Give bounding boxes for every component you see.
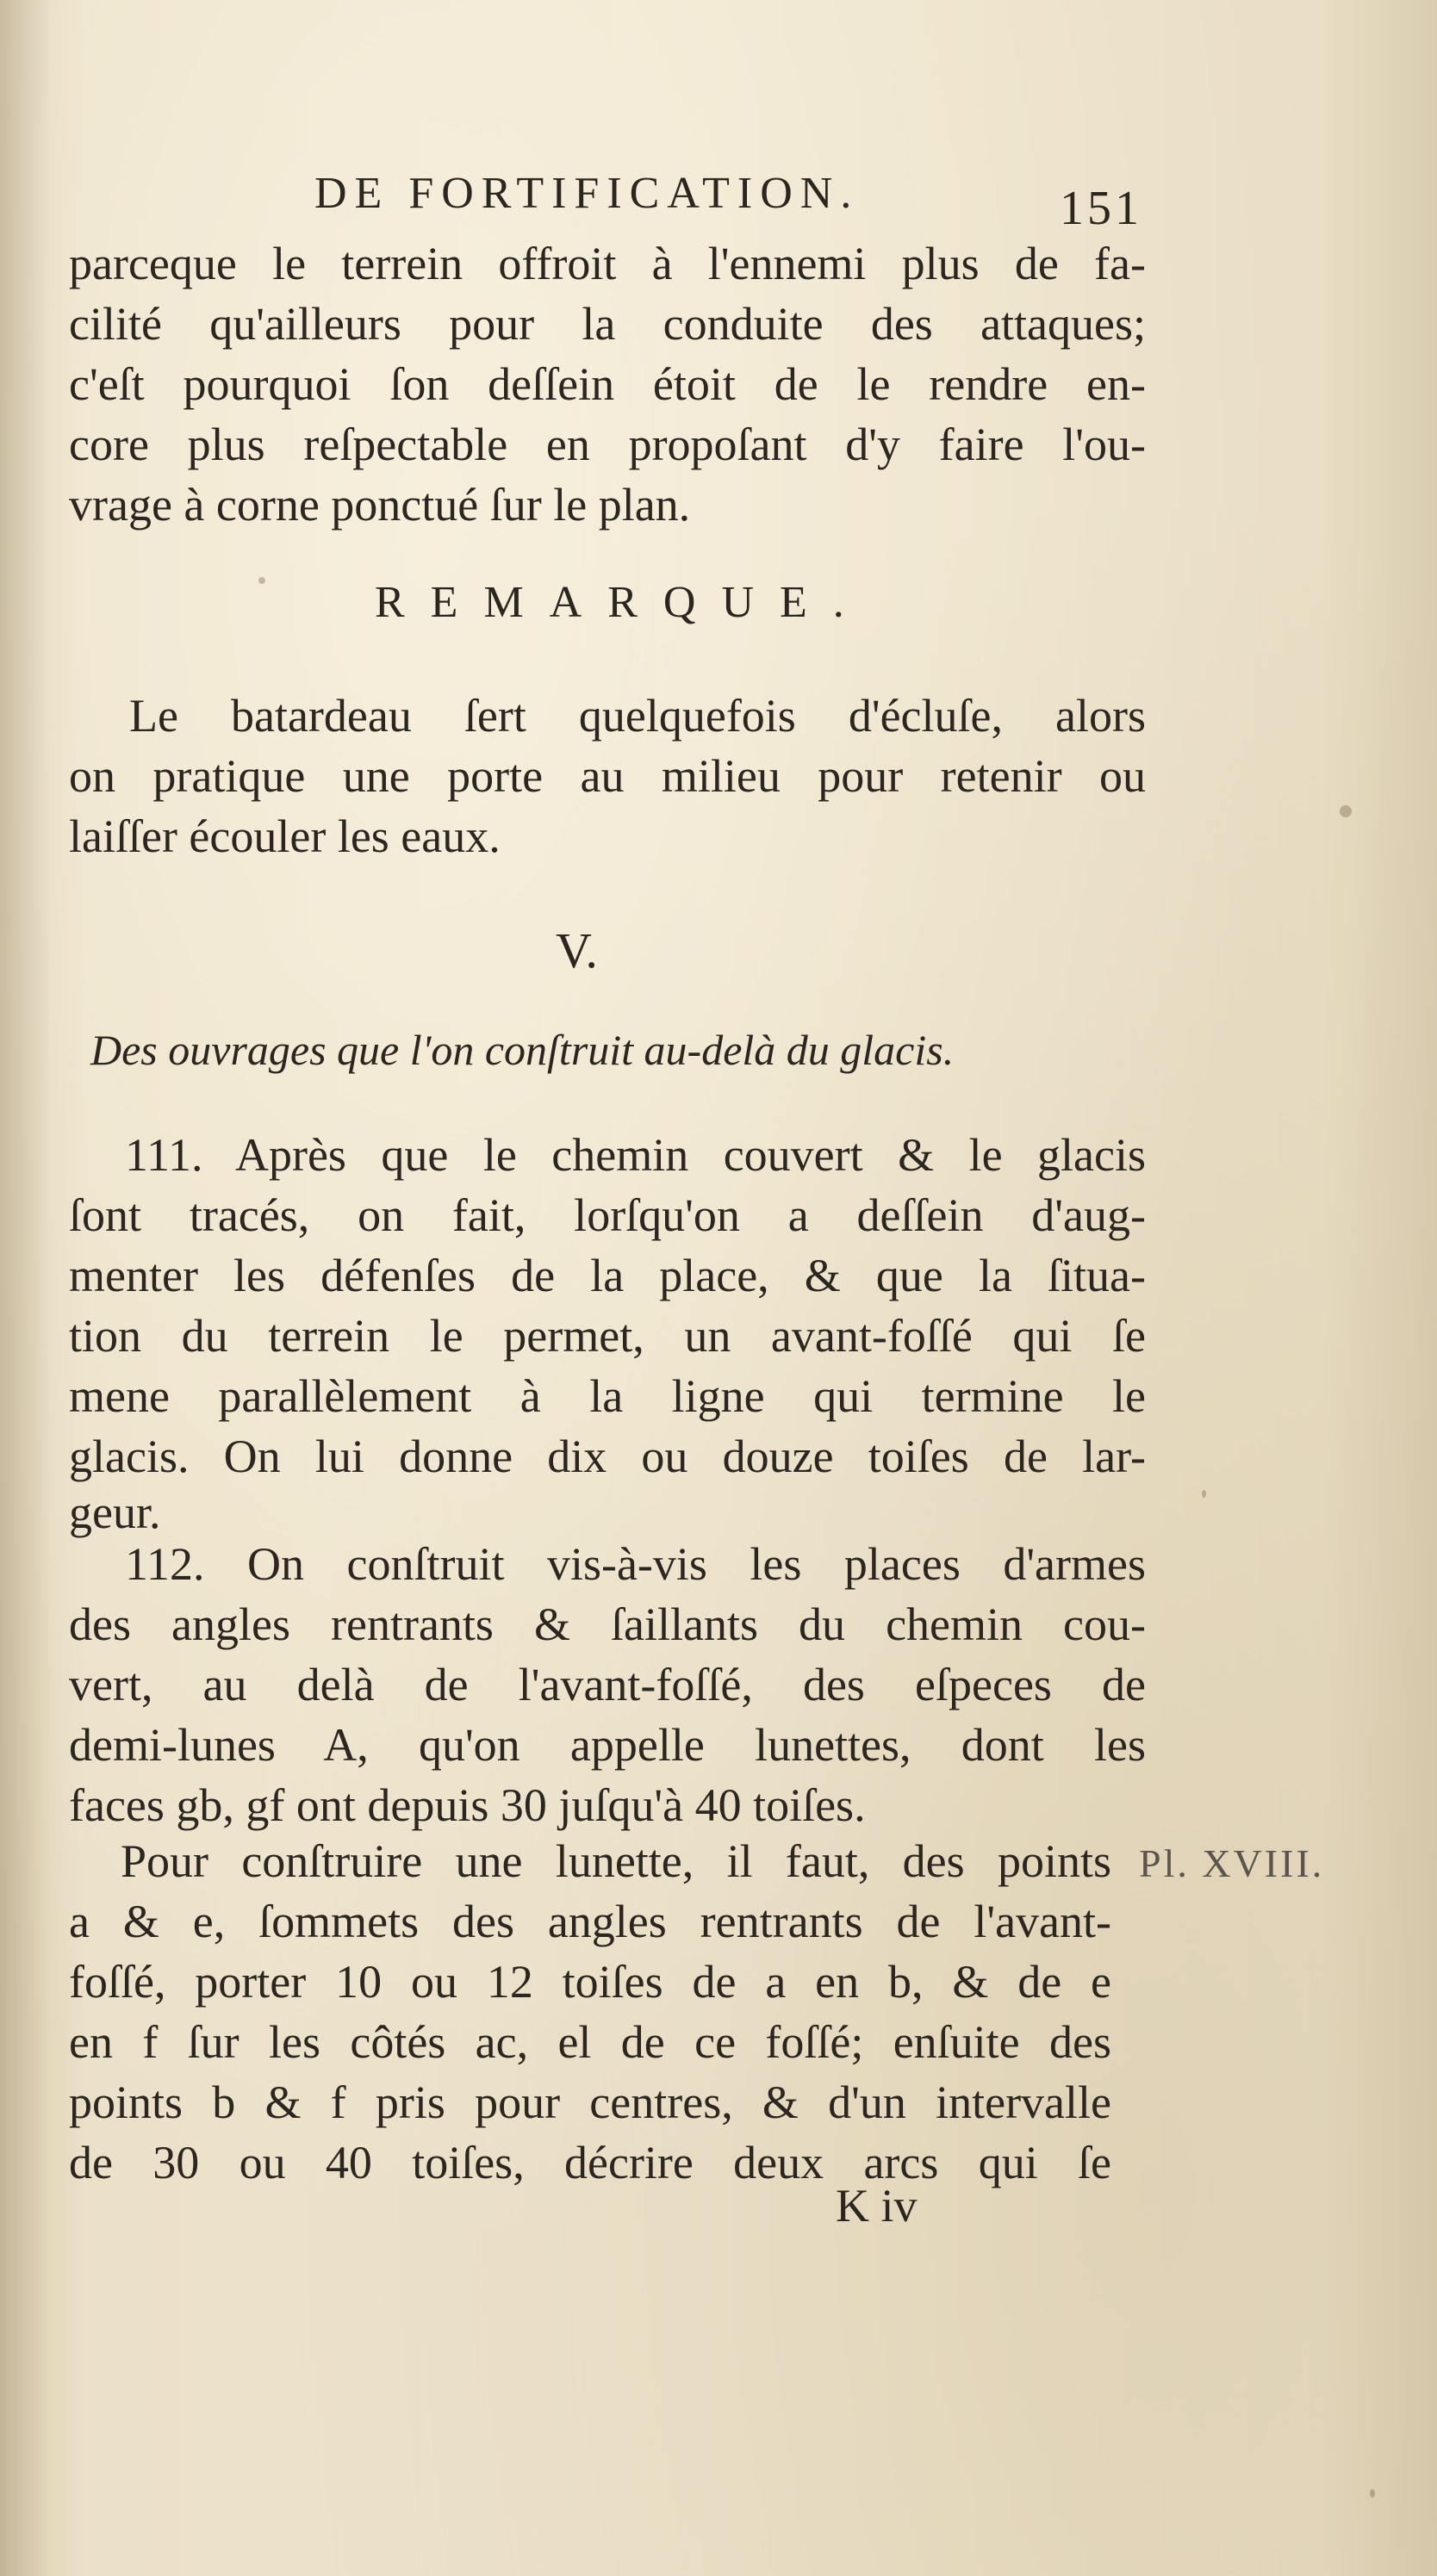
- text-line: en f ſur les côtés ac, el de ce foſſé; enſuite des: [69, 2016, 1111, 2068]
- text-line: menter les défenſes de la place, & que la ſitua-: [69, 1250, 1146, 1301]
- text-line: 112. On conſtruit vis-à-vis les places d'armes: [125, 1538, 1146, 1590]
- text-line: mene parallèlement à la ligne qui termine le: [69, 1370, 1146, 1422]
- text-line: faces gb, gf ont depuis 30 juſqu'à 40 toiſes.: [69, 1779, 866, 1831]
- paper-speck: [1340, 805, 1352, 817]
- text-line: Le batardeau ſert quelquefois d'écluſe, alors: [129, 690, 1146, 742]
- text-line: ſont tracés, on fait, lorſqu'on a deſſein d'aug-: [69, 1189, 1146, 1241]
- text-line: Pour conſtruire une lunette, il faut, des points: [121, 1835, 1111, 1887]
- text-line: points b & f pris pour centres, & d'un intervalle: [69, 2076, 1111, 2128]
- paper-speck: [1370, 2489, 1375, 2498]
- text-line: 111. Après que le chemin couvert & le glacis: [125, 1129, 1146, 1181]
- section-number: V.: [556, 922, 598, 978]
- text-line: core plus reſpectable en propoſant d'y faire l'ou-: [69, 419, 1146, 470]
- text-line: parceque le terrein offroit à l'ennemi plus de fa-: [69, 238, 1146, 289]
- section-title: Des ouvrages que l'on conſtruit au-delà du glacis.: [90, 1026, 955, 1074]
- text-line: vrage à corne ponctué ſur le plan.: [69, 479, 691, 531]
- text-line: geur.: [69, 1487, 161, 1538]
- paper-speck: [258, 577, 265, 584]
- paper-speck: [1202, 1490, 1206, 1498]
- text-line: on pratique une porte au milieu pour retenir ou: [69, 750, 1146, 802]
- catchword: K iv: [836, 2180, 918, 2231]
- plate-reference: Pl. XVIII.: [1139, 1841, 1325, 1885]
- text-line: c'eſt pourquoi ſon deſſein étoit de le rendre en-: [69, 358, 1146, 410]
- text-line: de 30 ou 40 toiſes, décrire deux arcs qui ſe: [69, 2137, 1111, 2188]
- text-line: des angles rentrants & ſaillants du chemin cou-: [69, 1598, 1146, 1650]
- text-line: demi-lunes A, qu'on appelle lunettes, dont les: [69, 1719, 1146, 1771]
- text-line: cilité qu'ailleurs pour la conduite des attaques;: [69, 298, 1146, 350]
- text-line: a & e, ſommets des angles rentrants de l'avant-: [69, 1896, 1111, 1947]
- text-line: vert, au delà de l'avant-foſſé, des eſpeces de: [69, 1659, 1146, 1710]
- running-head: DE FORTIFICATION.: [314, 169, 860, 218]
- remarque-heading: REMARQUE.: [375, 578, 870, 627]
- page-number: 151: [1060, 182, 1142, 235]
- text-line: laiſſer écouler les eaux.: [69, 810, 501, 862]
- text-line: tion du terrein le permet, un avant-foſſé qui ſe: [69, 1310, 1146, 1362]
- text-line: glacis. On lui donne dix ou douze toiſes de lar-: [69, 1431, 1146, 1482]
- gutter-shadow: [0, 0, 52, 2576]
- text-line: foſſé, porter 10 ou 12 toiſes de a en b, & de e: [69, 1956, 1111, 2008]
